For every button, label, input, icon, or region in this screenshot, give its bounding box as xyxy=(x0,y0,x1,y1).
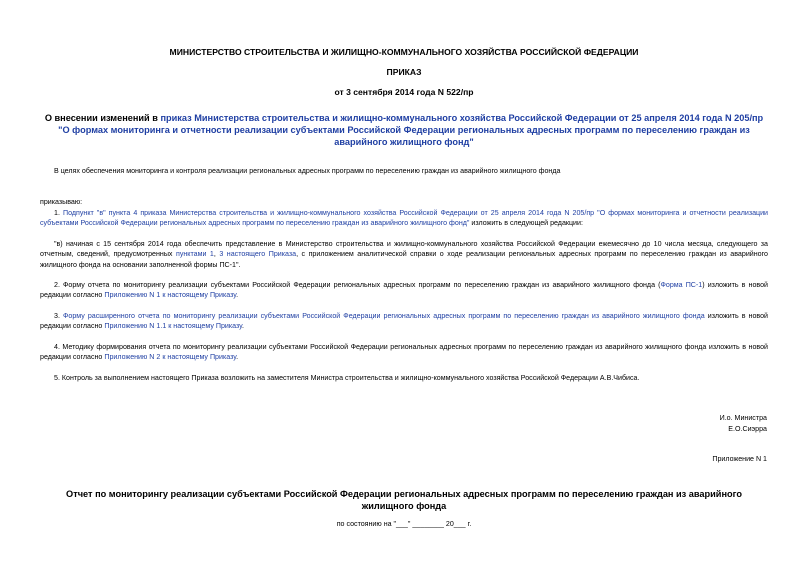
quote-part-1: "в) начиная с 15 сентября 2014 года обеспечить представление в Министерство строительства и жилищно-коммунального хозяйства Российской Федерации ежемесячно до 10 числа месяца, следующего за отчетным, сведений, предусмотренных xyxy=(40,240,768,259)
extended-report-form-link[interactable]: Форму расширенного отчета по мониторингу реализации субъектами Российской Федерации региональных адресных программ по переселению граждан из аварийного жилищного фонда xyxy=(63,312,705,320)
item-2 xyxy=(40,280,768,301)
intro-paragraph: В целях обеспечения мониторинга и контроля реализации региональных адресных программ по переселению граждан из аварийного жилищного фонда xyxy=(54,167,561,175)
item-5: 5. Контроль за выполнением настоящего Приказа возложить на заместителя Министра строительства и жилищно-коммунального хозяйства Российской Федерации А.В.Чибиса. xyxy=(54,374,640,382)
doc-type-heading: ПРИКАЗ xyxy=(386,67,422,77)
order-word: приказываю: xyxy=(40,198,83,206)
points-1-link[interactable]: пунктами 1 xyxy=(175,250,214,259)
appendix-1-link[interactable]: Приложению N 1 к настоящему Приказу xyxy=(104,291,237,300)
title-prefix: О внесении изменений в xyxy=(44,113,161,123)
quoted-subpoint xyxy=(40,239,768,270)
item-3 xyxy=(40,311,768,332)
item-2-part-3: . xyxy=(236,291,239,300)
appendix-2-link[interactable]: Приложению N 2 к настоящему Приказу xyxy=(104,353,237,362)
item-3-number: 3. xyxy=(54,312,63,320)
item-4 xyxy=(40,342,768,363)
ministry-heading: МИНИСТЕРСТВО СТРОИТЕЛЬСТВА И ЖИЛИЩНО-КОММУНАЛЬНОГО ХОЗЯЙСТВА РОССИЙСКОЙ ФЕДЕРАЦИИ xyxy=(169,47,639,57)
item-1-tail: изложить в следующей редакции: xyxy=(469,219,583,228)
item-2-part-1: 2. Форму отчета по мониторингу реализации субъектами Российской Федерации региональных адресных программ по переселению граждан из аварийного жилищного фонда ( xyxy=(54,281,661,289)
signature-name: Е.О.Сиэрра xyxy=(728,424,767,433)
point-3-link[interactable]: 3 настоящего Приказа xyxy=(219,250,297,259)
quote-separator: , xyxy=(213,250,220,259)
appendix-label: Приложение N 1 xyxy=(712,455,767,463)
item-2-part-2: ) изложить в новой редакции согласно xyxy=(40,281,769,300)
appendix-1-1-link[interactable]: Приложению N 1.1 к настоящему Приказу xyxy=(104,322,242,331)
document-title xyxy=(40,112,768,148)
title-order-link[interactable]: приказ Министерства строительства и жилищно-коммунального хозяйства Российской Федерации от 25 апреля 2014 года N 205/пр "О формах мониторинга и отчетности реализации субъектами Российской Федерации региональных адресных программ по переселению граждан из аварийного жилищного фонд" xyxy=(58,113,764,147)
item-3-part-3: . xyxy=(242,322,244,331)
quote-part-2: , с приложением аналитической справки о ходе реализации региональных адресных программ по переселению граждан из аварийного жилищного фонда на основании заполненной формы ПС-1". xyxy=(40,250,768,269)
report-date-line: по состоянию на "___" ________ 20___ г. xyxy=(336,520,472,528)
item-1-number: 1. xyxy=(54,209,63,217)
form-ps1-link[interactable]: Форма ПС-1 xyxy=(660,281,703,289)
item-3-part-2: изложить в новой редакции согласно xyxy=(40,312,769,331)
signature-position: И.о. Министра xyxy=(719,414,767,422)
item-4-part-2: . xyxy=(236,353,239,362)
date-number: от 3 сентября 2014 года N 522/пр xyxy=(334,87,474,97)
item-1-subpoint-link[interactable]: Подпункт "в" пункта 4 приказа Министерства строительства и жилищно-коммунального хозяйства Российской Федерации от 25 апреля 2014 года N 205/пр "О формах мониторинга и отчетности реализации субъектами Российской Федерации региональных адресных программ по переселению граждан из аварийного жилищного фонд" xyxy=(40,209,769,228)
item-4-part-1: 4. Методику формирования отчета по мониторингу реализации субъектами Российской Федерации региональных адресных программ по переселению граждан из аварийного жилищного фонда изложить в новой редакции согласно xyxy=(40,343,768,362)
item-1 xyxy=(40,208,768,229)
signature-block xyxy=(720,413,767,434)
report-title: Отчет по мониторингу реализации субъектами Российской Федерации региональных адресных программ по переселению граждан из аварийного жилищного фонда xyxy=(66,489,742,511)
